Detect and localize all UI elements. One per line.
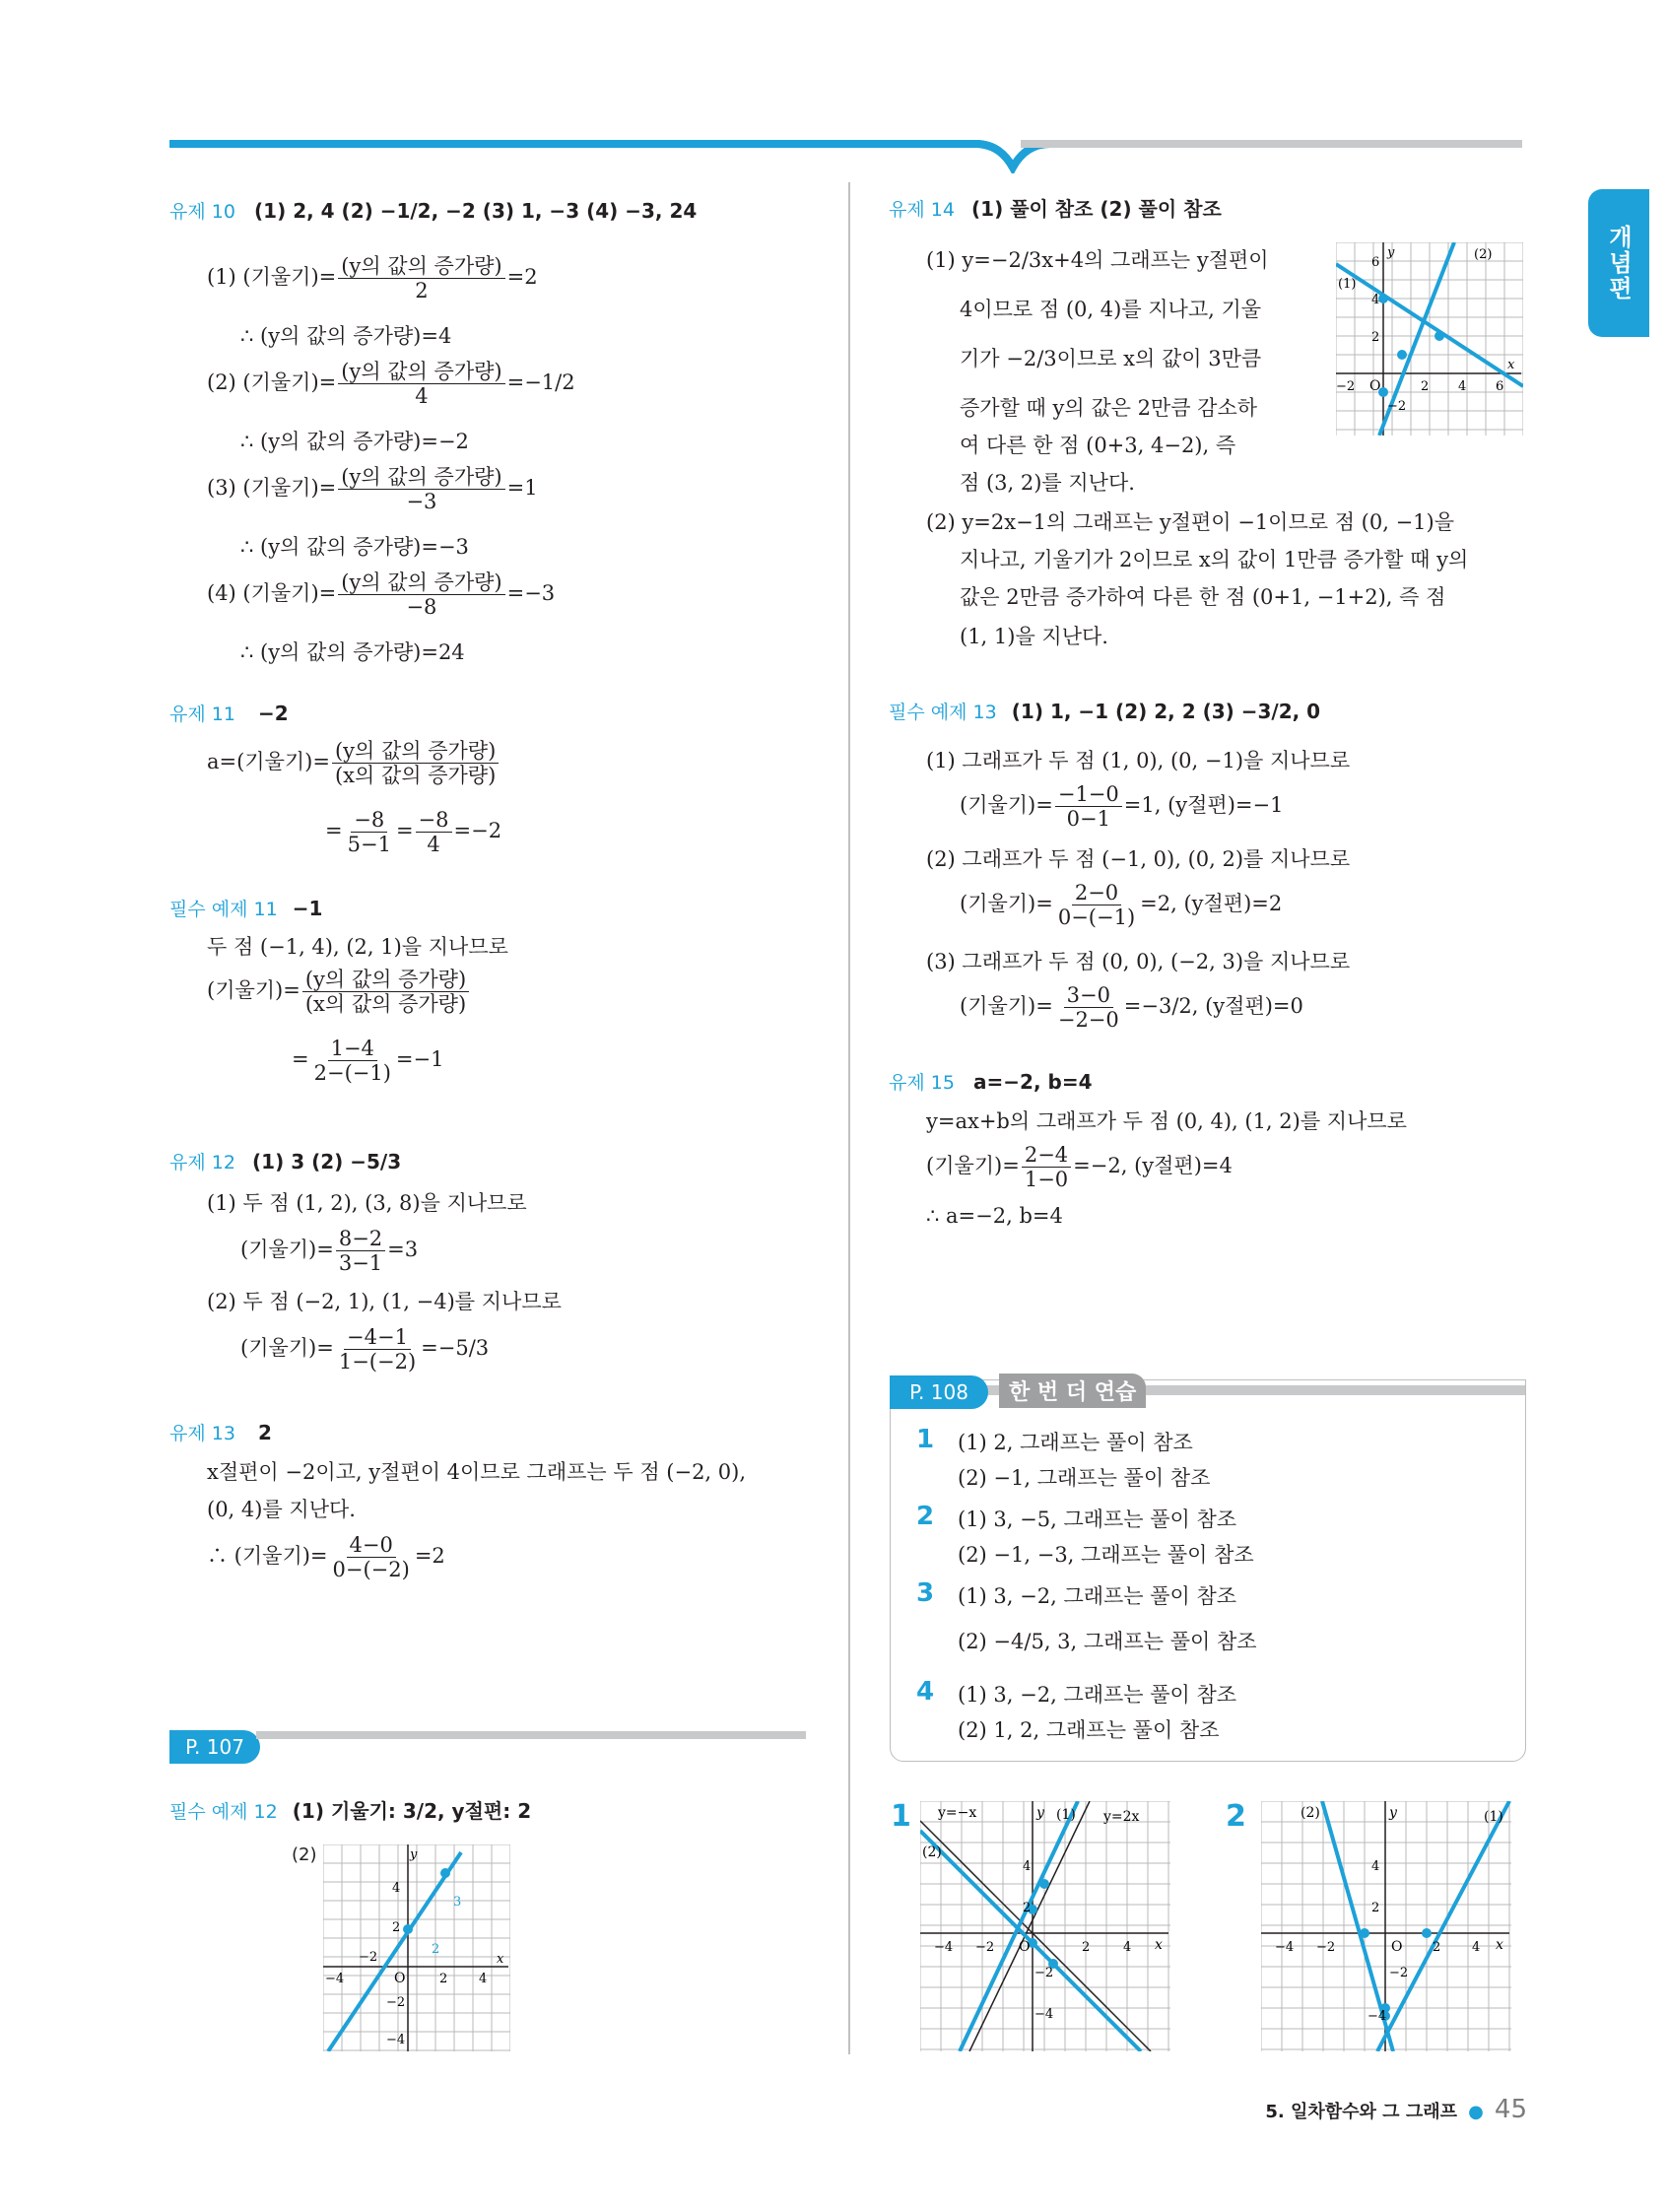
p12-line2: (기울기)= $\frac{8-2}{3-1}$ =3	[240, 1227, 419, 1276]
svg-text:2: 2	[1371, 1901, 1380, 1915]
e13-l1: (1) 그래프가 두 점 (1, 0), (0, −1)을 지나므로	[926, 749, 1351, 772]
svg-text:−2: −2	[1336, 379, 1356, 394]
svg-text:−2: −2	[359, 1950, 378, 1965]
svg-text:(1): (1)	[1056, 1807, 1076, 1823]
svg-text:y=2x: y=2x	[1103, 1809, 1140, 1825]
p13-line3: ∴ (기울기)= $\frac{4-0}{0-(-2)}$ =2	[207, 1533, 445, 1582]
svg-text:O: O	[1391, 1939, 1403, 1955]
p14-t5: 여 다른 한 점 (0+3, 4−2), 즉	[960, 434, 1236, 457]
footer-dot: ●	[1468, 2102, 1484, 2122]
practice-title: 한 번 더 연습	[999, 1374, 1146, 1408]
example-e11: 필수 예제 11 −1	[169, 897, 323, 920]
example-e12: 필수 예제 12 (1) 기울기: 3/2, y절편: 2	[169, 1799, 532, 1823]
svg-text:y: y	[1036, 1805, 1044, 1821]
svg-text:−2: −2	[1387, 399, 1407, 414]
p12-line3: (2) 두 점 (−2, 1), (1, −4)를 지나므로	[207, 1290, 562, 1313]
problem-p15: 유제 15 a=−2, b=4	[889, 1070, 1093, 1094]
svg-text:y: y	[1387, 245, 1395, 260]
svg-text:4: 4	[1472, 1940, 1481, 1955]
header-rule	[167, 134, 1527, 173]
svg-text:(1): (1)	[1338, 277, 1357, 292]
svg-text:−2: −2	[386, 1995, 406, 2010]
p107-rule	[256, 1731, 806, 1739]
footer-chapter: 5. 일차함수와 그 그래프	[1265, 2102, 1457, 2122]
figure-2-number: 2	[1226, 1799, 1246, 1834]
p14-t7: (2) y=2x−1의 그래프는 y절편이 −1이므로 점 (0, −1)을	[926, 510, 1455, 534]
svg-text:x: x	[497, 1952, 504, 1967]
page-number: 45	[1494, 2095, 1527, 2124]
figure-2-graph	[1261, 1801, 1511, 2051]
p12-line1: (1) 두 점 (1, 2), (3, 8)을 지나므로	[207, 1191, 527, 1215]
p10-line3: (2) (기울기)= $\frac{\text{(y의 값의 증가량)}}{4}$ =−1/2	[207, 360, 575, 409]
p10-line4: ∴ (y의 값의 증가량)=−2	[240, 430, 469, 453]
svg-text:4: 4	[479, 1972, 488, 1986]
figure-1-number: 1	[891, 1799, 911, 1834]
p10-line1: (1) (기울기)= $\frac{\text{(y의 값의 증가량)}}{2}$ =2	[207, 254, 538, 303]
svg-text:2: 2	[439, 1972, 448, 1986]
svg-text:−4: −4	[386, 2033, 406, 2047]
svg-text:−2: −2	[1316, 1940, 1336, 1955]
svg-text:2: 2	[1371, 330, 1380, 345]
footer	[1182, 2095, 1527, 2124]
svg-text:x: x	[1496, 1937, 1503, 1953]
p10-line8: ∴ (y의 값의 증가량)=24	[240, 640, 465, 664]
p13-line2: (0, 4)를 지난다.	[207, 1498, 356, 1521]
svg-text:(2): (2)	[1301, 1805, 1320, 1821]
svg-text:2: 2	[1421, 379, 1430, 394]
svg-text:y: y	[410, 1847, 418, 1862]
svg-text:O: O	[394, 1971, 406, 1986]
svg-text:−4: −4	[1368, 2009, 1387, 2024]
p15-l3: ∴ a=−2, b=4	[926, 1204, 1063, 1228]
p107-tab[interactable]: P. 107	[169, 1730, 260, 1764]
svg-text:−4: −4	[934, 1940, 954, 1955]
svg-text:3: 3	[453, 1895, 462, 1910]
p14-t2: 4이므로 점 (0, 4)를 지나고, 기울	[960, 298, 1262, 321]
example-e13: 필수 예제 13 (1) 1, −1 (2) 2, 2 (3) −3/2, 0	[889, 700, 1321, 723]
side-tab-label: 개념편	[1604, 225, 1633, 302]
p11-line1: a=(기울기)= $\frac{\text{(y의 값의 증가량)}}{\text{(x의 값의 증가량)}}$	[207, 739, 500, 787]
graph-e12	[323, 1844, 510, 2051]
p11-line2: = $\frac{-8}{5-1}$ = $\frac{-8}{4}$ =−2	[325, 808, 502, 857]
svg-text:O: O	[1369, 378, 1381, 394]
p14-t9: 값은 2만큼 증가하여 다른 한 점 (0+1, −1+2), 즉 점	[960, 585, 1446, 609]
p10-line7: (4) (기울기)= $\frac{\text{(y의 값의 증가량)}}{-8}$ =−3	[207, 570, 556, 620]
column-divider	[848, 182, 850, 2054]
svg-text:4: 4	[1123, 1940, 1132, 1955]
svg-text:−2: −2	[1389, 1966, 1409, 1980]
p10-line6: ∴ (y의 값의 증가량)=−3	[240, 535, 469, 559]
svg-text:x: x	[1155, 1937, 1163, 1953]
svg-text:y=−x: y=−x	[938, 1805, 977, 1821]
svg-text:(1): (1)	[1484, 1809, 1503, 1825]
answer: (1) 2, 4 (2) −1/2, −2 (3) 1, −3 (4) −3, 24	[254, 199, 698, 223]
svg-text:2: 2	[392, 1920, 401, 1935]
svg-text:−2: −2	[1034, 1966, 1054, 1980]
svg-text:x: x	[1507, 358, 1515, 372]
svg-text:2: 2	[1023, 1901, 1032, 1915]
problem-p13: 유제 13 2	[169, 1421, 272, 1444]
svg-text:4: 4	[1458, 379, 1467, 394]
p15-l2: (기울기)= $\frac{2-4}{1-0}$ =−2, (y절편)=4	[926, 1143, 1233, 1192]
svg-text:−2: −2	[975, 1940, 995, 1955]
svg-text:y: y	[1389, 1805, 1397, 1821]
e13-l4: (기울기)= $\frac{2-0}{0-(-1)}$ =2, (y절편)=2	[960, 881, 1283, 930]
svg-text:6: 6	[1496, 379, 1504, 394]
svg-text:4: 4	[392, 1881, 401, 1896]
svg-text:O: O	[1019, 1939, 1031, 1955]
svg-text:−4: −4	[1034, 2007, 1054, 2022]
svg-text:(2): (2)	[922, 1844, 942, 1860]
problem-p10	[169, 197, 697, 224]
p10-line5: (3) (기울기)= $\frac{\text{(y의 값의 증가량)}}{-3}$ =1	[207, 465, 538, 514]
e13-l6: (기울기)= $\frac{3-0}{-2-0}$ =−3/2, (y절편)=0	[960, 983, 1303, 1033]
svg-text:2: 2	[1433, 1940, 1441, 1955]
problem-p14: 유제 14 (1) 풀이 참조 (2) 풀이 참조	[889, 197, 1222, 221]
p14-t4: 증가할 때 y의 값은 2만큼 감소하	[960, 396, 1258, 420]
graph-p14	[1336, 242, 1523, 436]
svg-text:4: 4	[1023, 1859, 1032, 1874]
p14-t6: 점 (3, 2)를 지난다.	[960, 471, 1135, 495]
figure-1-graph	[920, 1801, 1170, 2051]
e12-sub: (2)	[292, 1844, 317, 1865]
e13-l2: (기울기)= $\frac{-1-0}{0-1}$ =1, (y절편)=−1	[960, 782, 1284, 832]
svg-text:4: 4	[1371, 1859, 1380, 1874]
p15-l1: y=ax+b의 그래프가 두 점 (0, 4), (1, 2)를 지나므로	[926, 1109, 1407, 1133]
p14-t8: 지나고, 기울기가 2이므로 x의 값이 1만큼 증가할 때 y의	[960, 548, 1469, 571]
svg-text:(2): (2)	[1474, 247, 1493, 262]
label: 유제 10	[169, 201, 235, 223]
svg-text:2: 2	[432, 1942, 440, 1957]
p108-tab[interactable]: P. 108	[890, 1375, 988, 1409]
e11-line1: 두 점 (−1, 4), (2, 1)을 지나므로	[207, 935, 508, 959]
e13-l5: (3) 그래프가 두 점 (0, 0), (−2, 3)을 지나므로	[926, 950, 1351, 973]
p14-t3: 기가 −2/3이므로 x의 값이 3만큼	[960, 347, 1262, 370]
e13-l3: (2) 그래프가 두 점 (−1, 0), (0, 2)를 지나므로	[926, 847, 1351, 871]
problem-p12: 유제 12 (1) 3 (2) −5/3	[169, 1150, 402, 1173]
problem-p11: 유제 11 −2	[169, 702, 289, 725]
svg-text:−4: −4	[1275, 1940, 1295, 1955]
e11-line2: (기울기)= $\frac{\text{(y의 값의 증가량)}}{\text{(x의 값의 증가량)}}$	[207, 968, 471, 1016]
p12-line4: (기울기)= $\frac{-4-1}{1-(-2)}$ =−5/3	[240, 1325, 490, 1374]
svg-text:6: 6	[1371, 255, 1380, 270]
p13-line1: x절편이 −2이고, y절편이 4이므로 그래프는 두 점 (−2, 0),	[207, 1460, 747, 1484]
svg-text:2: 2	[1082, 1940, 1091, 1955]
svg-text:−4: −4	[325, 1972, 345, 1986]
p14-t1: (1) y=−2/3x+4의 그래프는 y절편이	[926, 248, 1269, 272]
p14-t10: (1, 1)을 지난다.	[960, 625, 1108, 648]
e11-line3: = $\frac{1-4}{2-(-1)}$ =−1	[292, 1037, 444, 1086]
svg-text:4: 4	[1371, 293, 1380, 307]
side-tab[interactable]	[1588, 189, 1649, 337]
p10-line2: ∴ (y의 값의 증가량)=4	[240, 324, 452, 348]
